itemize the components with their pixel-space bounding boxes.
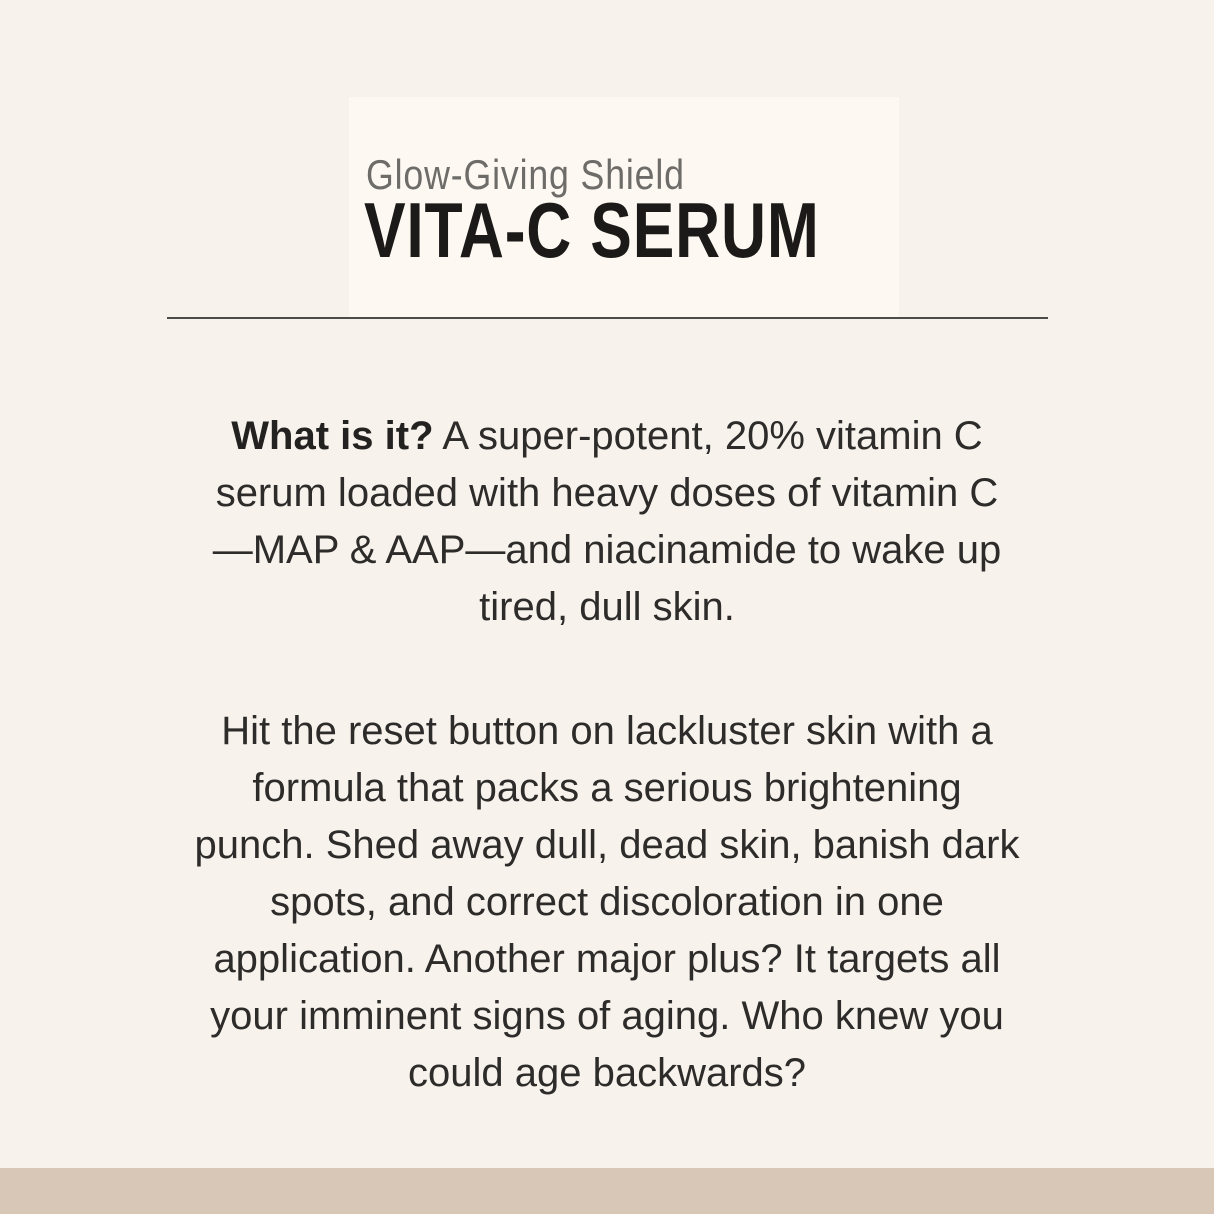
product-tagline: Glow-Giving Shield (366, 151, 685, 198)
text-line: application. Another major plus? It targets all (213, 937, 1001, 981)
what-is-it-paragraph (40, 408, 1174, 636)
text-line: spots, and correct discoloration in one (270, 880, 944, 924)
text-line: serum loaded with heavy doses of vitamin C (215, 471, 999, 515)
text-line: could age backwards? (407, 1051, 807, 1095)
text-line: your imminent signs of aging. Who knew you (210, 994, 1004, 1038)
product-title: VITA-C SERUM (364, 186, 820, 274)
text-line: tired, dull skin. (479, 585, 735, 629)
text-line: punch. Shed away dull, dead skin, banish dark (194, 823, 1020, 867)
text-line: formula that packs a serious brightening (252, 766, 962, 810)
what-is-it-lead-text: A super-potent, 20% vitamin C (433, 414, 983, 458)
footer-strip (0, 1168, 1214, 1214)
text-line: Hit the reset button on lackluster skin with a (221, 709, 993, 753)
text-line (40, 408, 1174, 465)
divider-line (167, 317, 1048, 319)
what-is-it-label: What is it? (231, 414, 434, 458)
text-line: —MAP & AAP—and niacinamide to wake up (212, 528, 1002, 572)
details-paragraph (40, 703, 1174, 1102)
